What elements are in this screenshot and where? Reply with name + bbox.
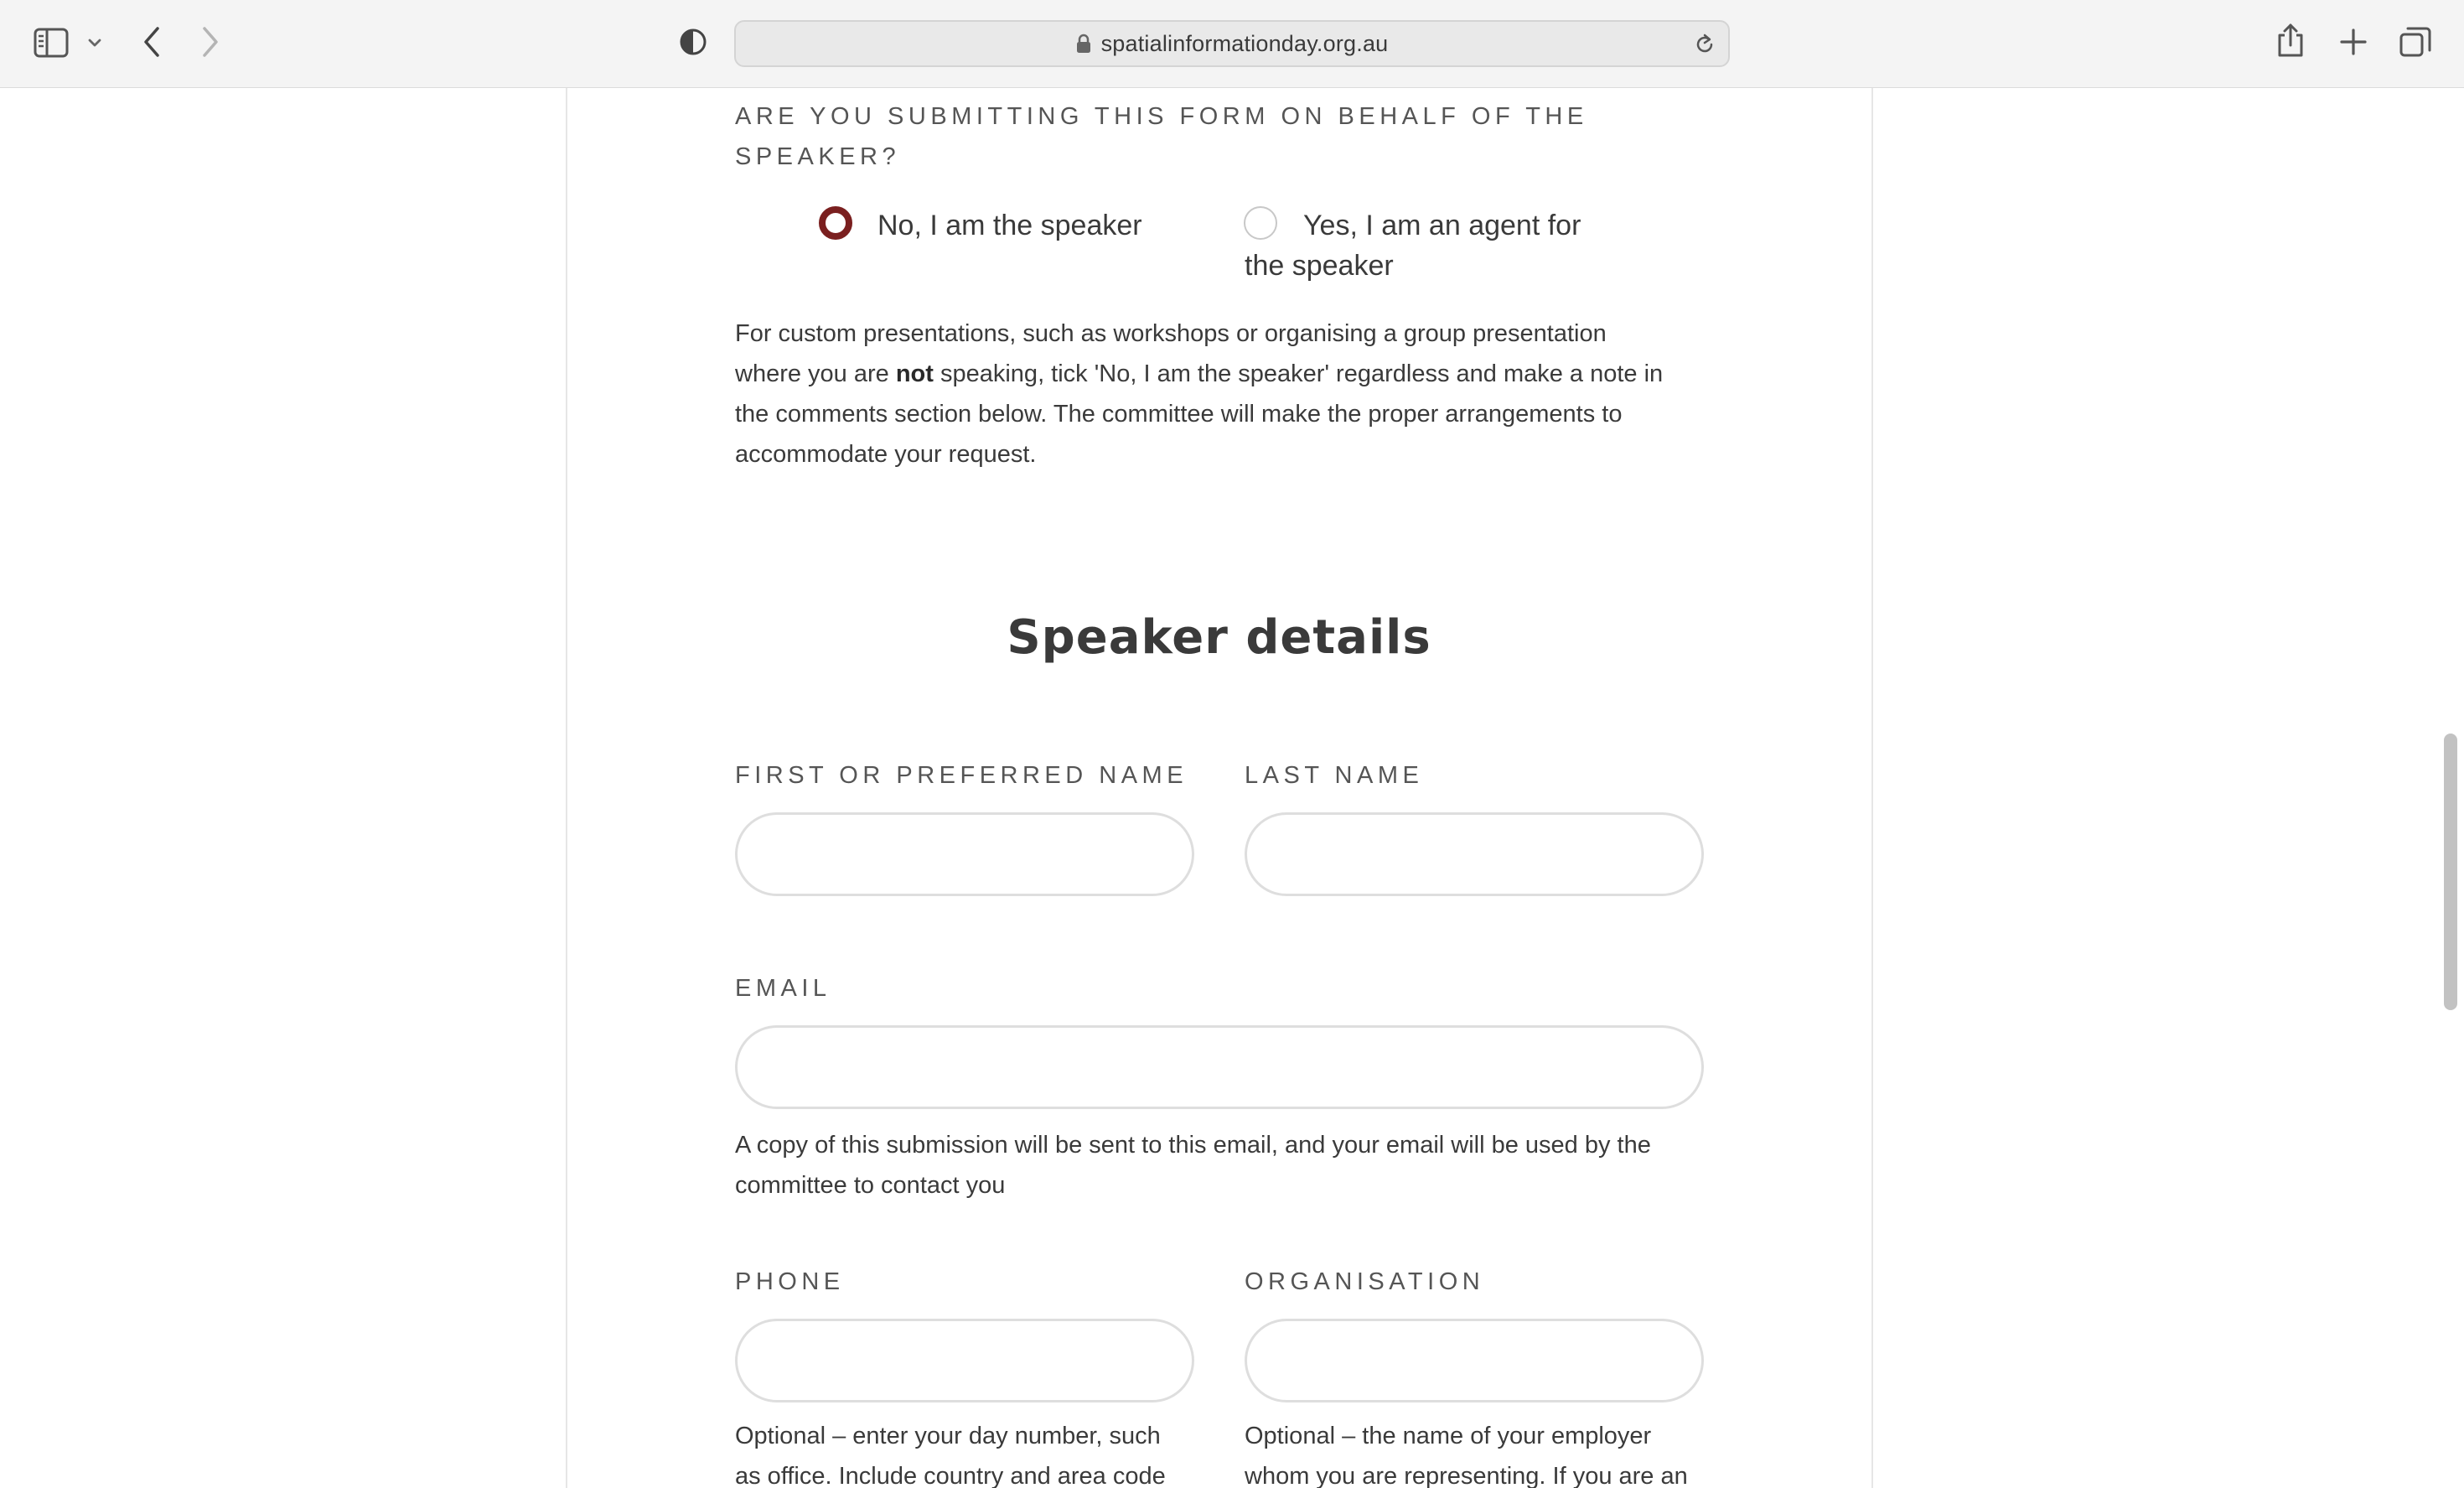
organisation-help-text: Optional – the name of your employer whom you are representing. If you are an — [1245, 1423, 1688, 1488]
organisation-label: ORGANISATION — [1245, 1268, 1485, 1295]
back-arrow-icon[interactable] — [141, 25, 163, 59]
sidebar-icon[interactable] — [34, 28, 69, 58]
forward-arrow-icon[interactable] — [199, 25, 221, 59]
scrollbar-thumb[interactable] — [2444, 734, 2457, 1010]
custom-presentation-note: For custom presentations, such as workshops or organising a group presentation where you are not speaking, tick 'No, I am the speaker' regardless and make a note in the comments section below. The committee will make the proper arrangements to accommodate your request. — [735, 320, 1664, 468]
phone-label: PHONE — [735, 1268, 845, 1295]
speaker-details-heading: Speaker details — [1007, 610, 1431, 665]
browser-toolbar — [0, 0, 2464, 88]
lock-icon — [1076, 34, 1091, 54]
privacy-shield-icon[interactable] — [679, 27, 707, 57]
page-viewport — [0, 88, 2464, 1488]
first-name-field[interactable] — [735, 812, 1194, 896]
radio-yes-agent-label[interactable]: Yes, I am an agent for the speaker — [1245, 210, 1581, 282]
chevron-down-icon[interactable] — [87, 37, 102, 49]
organisation-field[interactable] — [1245, 1319, 1704, 1402]
phone-help-text: Optional – enter your day number, such as office. Include country and area code — [735, 1423, 1166, 1488]
behalf-question-label: ARE YOU SUBMITTING THIS FORM ON BEHALF OF THE SPEAKER? — [735, 103, 1588, 170]
radio-no-speaker-label[interactable]: No, I am the speaker — [877, 210, 1142, 241]
share-icon[interactable] — [2276, 22, 2305, 59]
radio-no-speaker[interactable] — [819, 206, 852, 240]
url-text: spatialinformationday.org.au — [1100, 31, 1389, 56]
email-help-text: A copy of this submission will be sent to this email, and your email will be used by the committee to contact you — [735, 1132, 1651, 1199]
email-label: EMAIL — [735, 975, 831, 1002]
reload-icon[interactable] — [1693, 33, 1716, 56]
page-scrollbar[interactable] — [2437, 88, 2464, 1488]
email-field[interactable] — [735, 1025, 1704, 1109]
phone-field[interactable] — [735, 1319, 1194, 1402]
tab-overview-icon[interactable] — [2399, 25, 2432, 59]
address-bar[interactable] — [734, 20, 1730, 67]
last-name-field[interactable] — [1245, 812, 1704, 896]
first-name-label: FIRST OR PREFERRED NAME — [735, 762, 1188, 789]
last-name-label: LAST NAME — [1245, 762, 1424, 789]
plus-icon[interactable] — [2338, 27, 2368, 57]
